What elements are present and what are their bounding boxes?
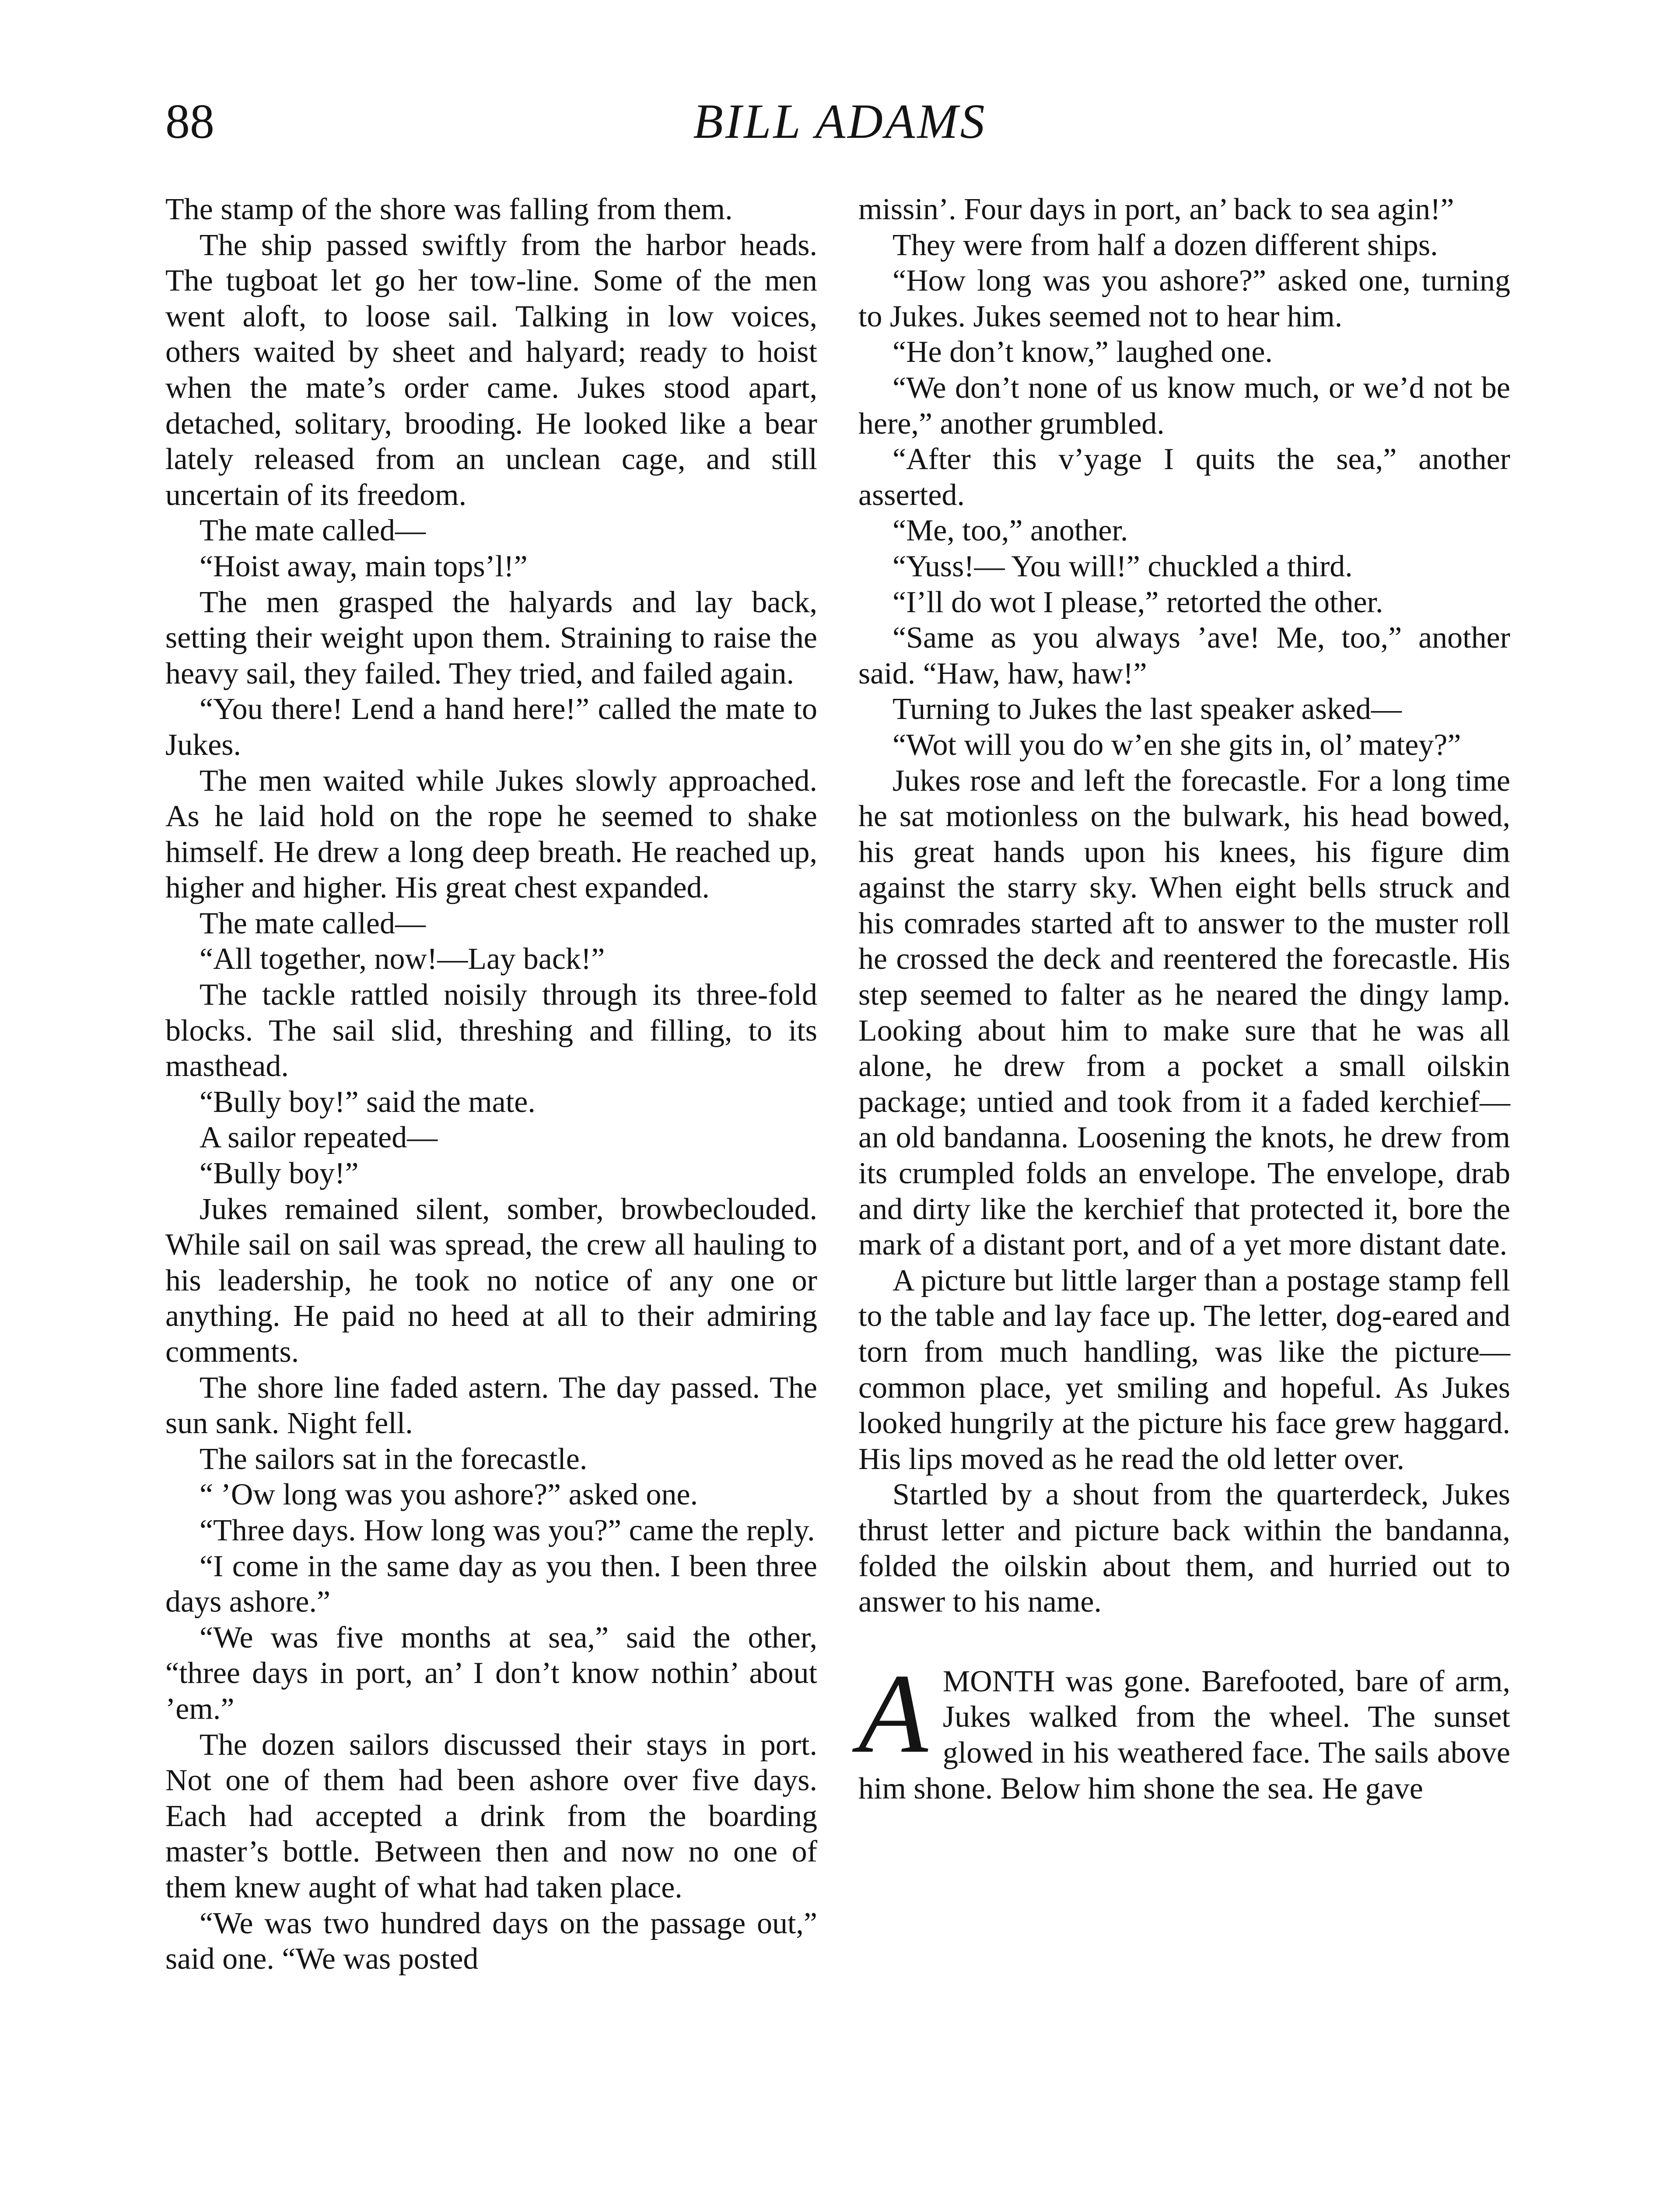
lead-in-caps: MONTH (942, 1664, 1055, 1698)
paragraph: “You there! Lend a hand here!” called the mate to Jukes. (165, 692, 817, 762)
paragraph: The sailors sat in the forecastle. (200, 1442, 588, 1476)
paragraph: “Me, too,” another. (892, 514, 1128, 548)
page-number: 88 (165, 95, 214, 149)
paragraph: “I’ll do wot I please,” retorted the other. (892, 585, 1383, 619)
paragraph: They were from half a dozen different ships. (892, 228, 1438, 262)
paragraph: “ ’Ow long was you ashore?” asked one. (200, 1478, 698, 1512)
paragraph: A sailor repeated— (200, 1121, 438, 1155)
paragraph: “Three days. How long was you?” came the reply. (200, 1513, 815, 1547)
paragraph: A picture but little larger than a postage stamp fell to the table and lay face up. The letter, dog-eared and torn from much handling, was like the picture—common place, yet smiling and hopeful. As Jukes looked hungrily at the picture his face grew haggard. His lips moved as he read the old letter over. (858, 1263, 1510, 1476)
paragraph: “Bully boy!” said the mate. (200, 1085, 536, 1119)
paragraph: “After this v’yage I quits the sea,” another asserted. (858, 442, 1510, 512)
paragraph: The men grasped the halyards and lay back, setting their weight upon them. Straining to raise the heavy sail, they failed. They tried, and failed again. (165, 585, 817, 691)
paragraph: “We was two hundred days on the passage out,” said one. “We was posted (165, 1906, 817, 1976)
paragraph: The mate called— (200, 906, 426, 940)
paragraph: “All together, now!—Lay back!” (200, 942, 605, 976)
paragraph: “We don’t none of us know much, or we’d not be here,” another grumbled. (858, 371, 1510, 441)
paragraph: “Yuss!— You will!” chuckled a third. (892, 549, 1353, 583)
paragraph: The men waited while Jukes slowly approached. As he laid hold on the rope he seemed to shake himself. He drew a long deep breath. He reached up, higher and higher. His great chest expanded. (165, 764, 817, 905)
paragraph: Jukes rose and left the forecastle. For a long time he sat motionless on the bulwark, his head bowed, his great hands upon his knees, his figure dim against the starry sky. When eight bells struck and his comrades started aft to answer to the muster roll he crossed the deck and reentered the forecastle. His step seemed to falter as he neared the dingy lamp. Looking about him to make sure that he was all alone, he drew from a pocket a small oilskin package; untied and took from it a faded kerchief—an old bandanna. Loosening the knots, he drew from its crumpled folds an envelope. The envelope, drab and dirty like the kerchief that protected it, bore the mark of a distant port, and of a yet more distant date. (858, 764, 1510, 1262)
paragraph: Turning to Jukes the last speaker asked— (892, 692, 1402, 726)
paragraph: Jukes remained silent, somber, browbeclouded. While sail on sail was spread, the crew all hauling to his leadership, he took no notice of any one or anything. He paid no heed at all to their admiring comments. (165, 1192, 817, 1369)
right-column (858, 192, 1510, 1806)
paragraph: “How long was you ashore?” asked one, turning to Jukes. Jukes seemed not to hear him. (858, 264, 1510, 333)
paragraph: Startled by a shout from the quarterdeck, Jukes thrust letter and picture back within the bandanna, folded the oilskin about them, and hurried out to answer to his name. (858, 1478, 1510, 1619)
drop-cap: A (858, 1650, 928, 1777)
paragraph: “He don’t know,” laughed one. (892, 335, 1273, 369)
paragraph: “Same as you always ’ave! Me, too,” another said. “Haw, haw, haw!” (858, 621, 1510, 691)
paragraph: The tackle rattled noisily through its three-fold blocks. The sail slid, threshing and filling, to its masthead. (165, 978, 817, 1083)
section-opening-paragraph (858, 1650, 1510, 1806)
paragraph: “I come in the same day as you then. I been three days ashore.” (165, 1549, 817, 1619)
paragraph: The stamp of the shore was falling from them. (165, 193, 733, 226)
paragraph: “Hoist away, main tops’l!” (200, 549, 528, 583)
paragraph: “Wot will you do w’en she gits in, ol’ matey?” (892, 728, 1461, 762)
section-text: was gone. Barefooted, bare of arm, Jukes walked from the wheel. The sunset glowed in his weathered face. The sails above him shone. Below him shone the sea. He gave (858, 1664, 1510, 1806)
paragraph: missin’. Four days in port, an’ back to sea agin!” (858, 193, 1454, 226)
running-head: BILL ADAMS (693, 95, 987, 149)
paragraph: The shore line faded astern. The day passed. The sun sank. Night fell. (165, 1371, 817, 1441)
paragraph: The ship passed swiftly from the harbor heads. The tugboat let go her tow-line. Some of the men went aloft, to loose sail. Talking in low voices, others waited by sheet and halyard; ready to hoist when the mate’s order came. Jukes stood apart, detached, solitary, brooding. He looked like a bear lately released from an unclean cage, and still uncertain of its freedom. (165, 228, 817, 512)
left-column (165, 192, 817, 1977)
paragraph: “We was five months at sea,” said the other, “three days in port, an’ I don’t know nothin’ about ’em.” (165, 1620, 817, 1726)
paragraph: The dozen sailors discussed their stays in port. Not one of them had been ashore over five days. Each had accepted a drink from the boarding master’s bottle. Between then and now no one of them knew aught of what had taken place. (165, 1728, 817, 1904)
paragraph: “Bully boy!” (200, 1157, 359, 1191)
paragraph: The mate called— (200, 514, 426, 548)
